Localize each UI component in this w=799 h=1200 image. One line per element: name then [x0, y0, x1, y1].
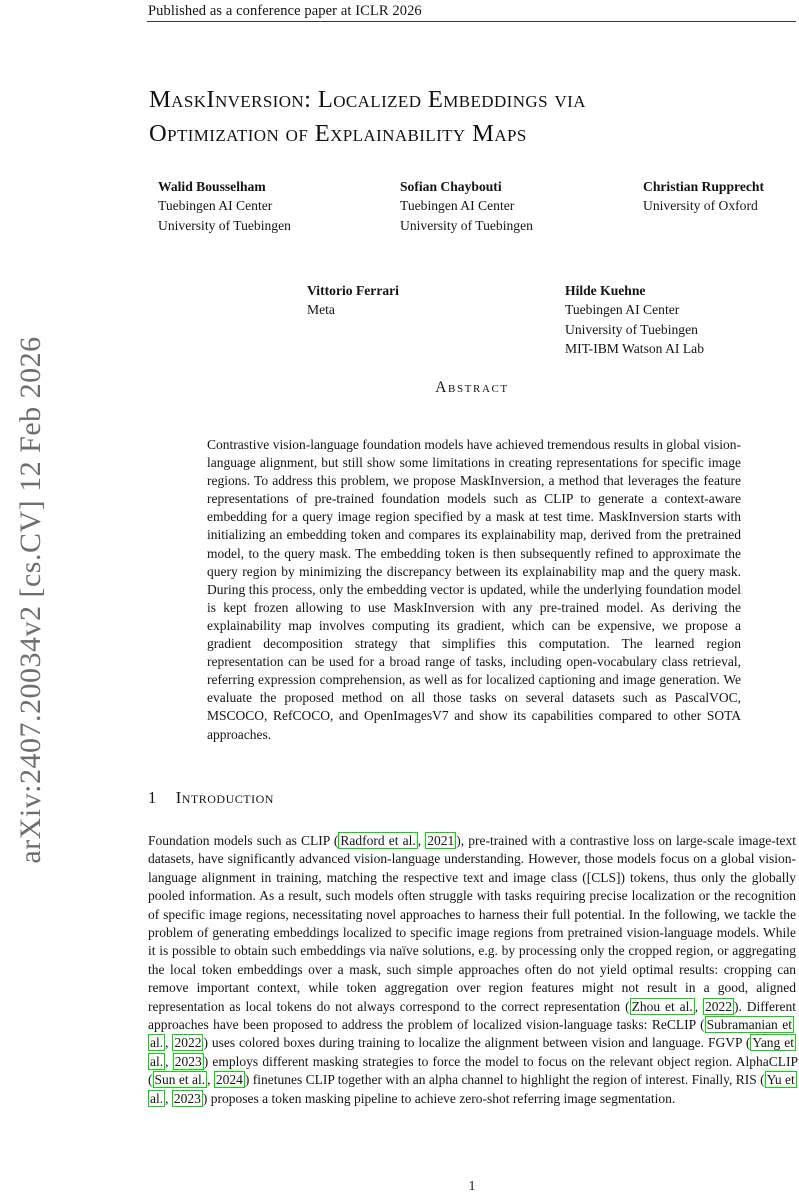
author-affiliation: University of Tuebingen	[158, 217, 291, 233]
author-name: Hilde Kuehne	[565, 283, 646, 298]
author-walid-bousselham	[158, 177, 291, 235]
citation-link[interactable]: Yu et al.	[150, 1072, 795, 1106]
author-affiliation: University of Tuebingen	[400, 217, 533, 233]
author-affiliation: Tuebingen AI Center	[400, 198, 515, 214]
citation-link[interactable]: 2024	[215, 1072, 243, 1088]
citation-link[interactable]: 2021	[427, 833, 455, 848]
author-affiliation: University of Tuebingen	[565, 321, 698, 337]
author-affiliation: Tuebingen AI Center	[565, 302, 680, 318]
citation-link[interactable]: 2022	[705, 998, 733, 1014]
abstract-heading: Abstract	[435, 379, 509, 396]
paper-title-line1: MaskInversion: Localized Embeddings via	[149, 86, 586, 113]
author-affiliation: MIT-IBM Watson AI Lab	[565, 340, 704, 356]
author-affiliation: Meta	[307, 302, 335, 318]
author-name: Walid Bousselham	[158, 179, 266, 194]
citation-link[interactable]: Subramanian et al.	[150, 1017, 792, 1051]
author-name: Sofian Chaybouti	[400, 179, 502, 194]
citation-link[interactable]: 2023	[174, 1053, 202, 1069]
page-number: 1	[468, 1178, 476, 1193]
citation-link[interactable]: Sun et al.	[154, 1072, 206, 1088]
header-rule	[147, 21, 796, 22]
paper-title-line2: Optimization of Explainability Maps	[149, 120, 527, 147]
citation-link[interactable]: Yang et al.	[150, 1035, 794, 1069]
paper-title	[149, 83, 795, 151]
author-block-row1	[148, 177, 796, 237]
author-name: Christian Rupprecht	[643, 179, 764, 194]
author-block-row2	[148, 281, 796, 359]
arxiv-stamp-link[interactable]: arXiv:2407.20034v2 [cs.CV] 12 Feb 2026	[14, 336, 47, 864]
author-sofian-chaybouti	[400, 177, 533, 235]
conference-header: Published as a conference paper at ICLR 2026	[148, 3, 422, 19]
section-title: Introduction	[175, 788, 274, 807]
citation-link[interactable]: 2023	[173, 1090, 201, 1106]
citation-link[interactable]: Radford et al.	[340, 833, 416, 848]
citation-link[interactable]: Zhou et al.	[631, 998, 693, 1014]
citation-link[interactable]: 2022	[174, 1035, 202, 1051]
section-heading-introduction	[148, 788, 274, 808]
author-christian-rupprecht	[643, 177, 764, 216]
author-vittorio-ferrari	[307, 281, 399, 320]
abstract-body: Contrastive vision-language foundation models have achieved tremendous results in global vision-language alignment, but still show some limitations in creating representations for specific image regions. To address this problem, we propose MaskInversion, a method that leverages the feature representations of pre-trained foundation models such as CLIP to generate a context-aware embedding for a query image region specified by a mask at test time. MaskInversion starts with initializing an embedding token and compares its explainability map, derived from the pretrained model, to the query mask. The embedding token is then subsequently refined to approximate the query region by minimizing the discrepancy between its explainability map and the query mask. During this process, only the embedding vector is updated, while the underlying foundation model is kept frozen allowing to use MaskInversion with any pre-trained model. As deriving the explainability map involves computing its gradient, which can be expensive, we propose a gradient decomposition strategy that simplifies this computation. The learned region representation can be used for a broad range of tasks, including open-vocabulary class retrieval, referring expression comprehension, as well as for localized captioning and image generation. We evaluate the proposed method on all those tasks on several datasets such as PascalVOC, MSCOCO, RefCOCO, and OpenImagesV7 and show its capabilities compared to other SOTA approaches.	[207, 437, 741, 742]
author-affiliation: Tuebingen AI Center	[158, 198, 273, 214]
author-affiliation: University of Oxford	[643, 198, 758, 214]
author-hilde-kuehne	[565, 281, 704, 358]
author-name: Vittorio Ferrari	[307, 283, 399, 298]
intro-paragraph: Foundation models such as CLIP ( Radford et al. , 2021 ), pre-trained with a contrastive loss on large-scale image-text datasets, have significantly advanced vision-language understanding. However, those models focus on a global vision-language alignment in training, matching the respective text and image class ([CLS]) tokens, thus only the globally pooled information. As a result, such models often struggle with tasks requiring precise localization or the recognition of specific image regions, necessitating novel approaches to harness their full potential. In the following, we tackle the problem of generating embeddings localized to specific image regions from pretrained vision-language models. While it is possible to obtain such embeddings via naïve solutions, e.g. by processing only the cropped region, or aggregating the local token embeddings over a mask, such simple approaches often do not yield optimal results: cropping can remove important context, while token aggregation over region features might not result in a good, aligned representation as local tokens do not always correspond to the correct representation ( Zhou et al. , 2022 ). Different approaches have been proposed to address the problem of localized vision-language tasks: ReCLIP ( Subramanian et al. , 2022 ) uses colored boxes during training to localize the alignment between vision and language. FGVP ( Yang et al. , 2023 ) employs different masking strategies to force the model to focus on the relevant object region. AlphaCLIP ( Sun et al. , 2024 ) finetunes CLIP together with an alpha channel to highlight the region of interest. Finally, RIS ( Yu et al. , 2023 ) proposes a token masking pipeline to achieve zero-shot referring image segmentation.	[148, 833, 799, 1106]
section-number: 1	[148, 788, 157, 807]
